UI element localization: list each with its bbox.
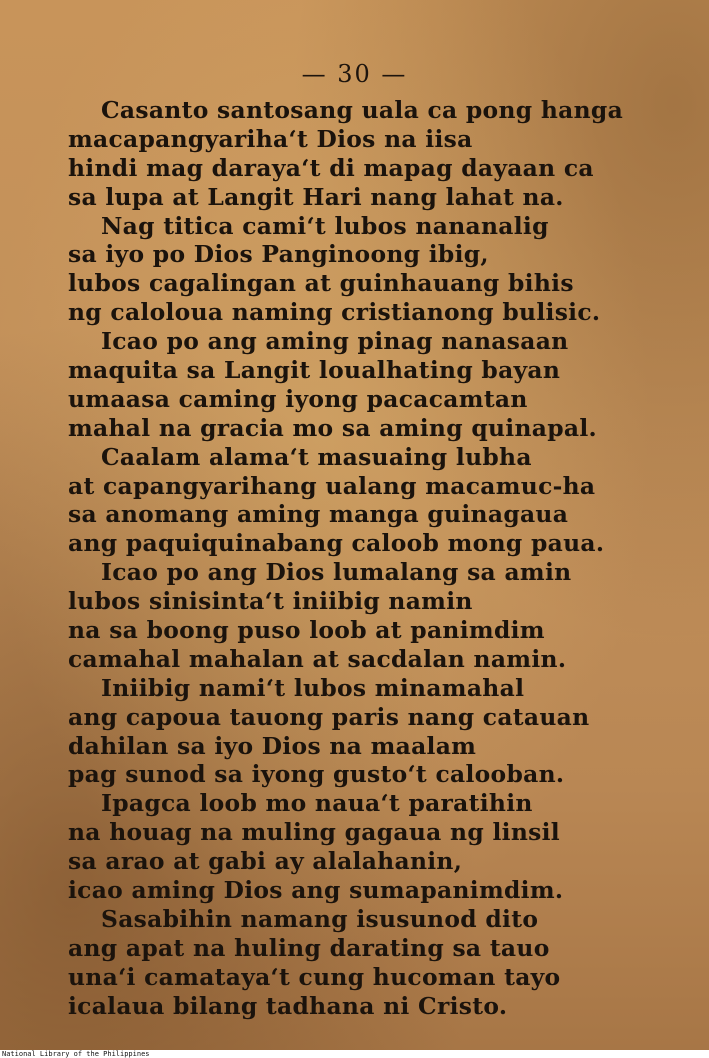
verse-line: sa iyo po Dios Panginoong ibig, [68,240,489,269]
verse-line: Nag titica cami‘t lubos nananalig [101,211,549,240]
verse-line: na sa boong puso loob at panimdim [68,616,545,645]
verse-line: lubos cagalingan at guinhauang bihis [68,269,574,298]
verse-line: sa anomang aming manga guinagaua [68,500,569,529]
verse-line: sa lupa at Langit Hari nang lahat na. [68,182,564,211]
library-credit: National Library of the Philippines [0,1050,709,1058]
stanza-6 [68,674,668,790]
verse-line: ang capoua tauong paris nang catauan [68,702,590,731]
stanza-5 [68,558,668,674]
verse-line: ang apat na huling darating sa tauo [68,933,550,962]
stanza-7 [68,789,668,905]
stanza-1 [68,96,668,212]
verse-line: Icao po ang Dios lumalang sa amin [101,558,572,587]
page-number: — 30 — [301,60,408,88]
verse-line: Icao po ang aming pinag nanasaan [101,327,569,356]
verse-line: Caalam alama‘t masuaing lubha [101,442,532,471]
verse-line: mahal na gracia mo sa aming quinapal. [68,413,597,442]
stanza-3 [68,327,668,443]
verse-line: lubos sinisinta‘t iniibig namin [68,587,473,616]
verse-line: icalaua bilang tadhana ni Cristo. [68,991,508,1020]
verse-line: macapangyariha‘t Dios na iisa [68,124,473,153]
stanza-2 [68,212,668,328]
verse-line: maquita sa Langit loualhating bayan [68,356,561,385]
verse-line: na houag na muling gagaua ng linsil [68,818,560,847]
verse-line: pag sunod sa iyong gusto‘t calooban. [68,760,565,789]
verse-line: icao aming Dios ang sumapanimdim. [68,876,564,905]
stanza-8 [68,905,668,1021]
verse-line: umaasa caming iyong pacacamtan [68,384,528,413]
verse-line: Sasabihin namang isusunod dito [101,904,539,933]
poem-body [68,96,668,1021]
verse-line: dahilan sa iyo Dios na maalam [68,731,477,760]
stanza-4 [68,443,668,559]
verse-line: Iniibig nami‘t lubos minamahal [101,673,525,702]
verse-line: Casanto santosang uala ca pong hanga [101,96,624,124]
verse-line: hindi mag daraya‘t di mapag dayaan ca [68,153,594,182]
verse-line: ng caloloua naming cristianong bulisic. [68,298,601,327]
verse-line: ang paquiquinabang caloob mong paua. [68,529,605,558]
verse-line: una‘i camataya‘t cung hucoman tayo [68,962,561,991]
verse-line: camahal mahalan at sacdalan namin. [68,644,567,673]
verse-line: Ipagca loob mo naua‘t paratihin [101,789,533,818]
verse-line: at capangyarihang ualang macamuc-ha [68,471,596,500]
verse-line: sa arao at gabi ay alalahanin, [68,847,463,876]
